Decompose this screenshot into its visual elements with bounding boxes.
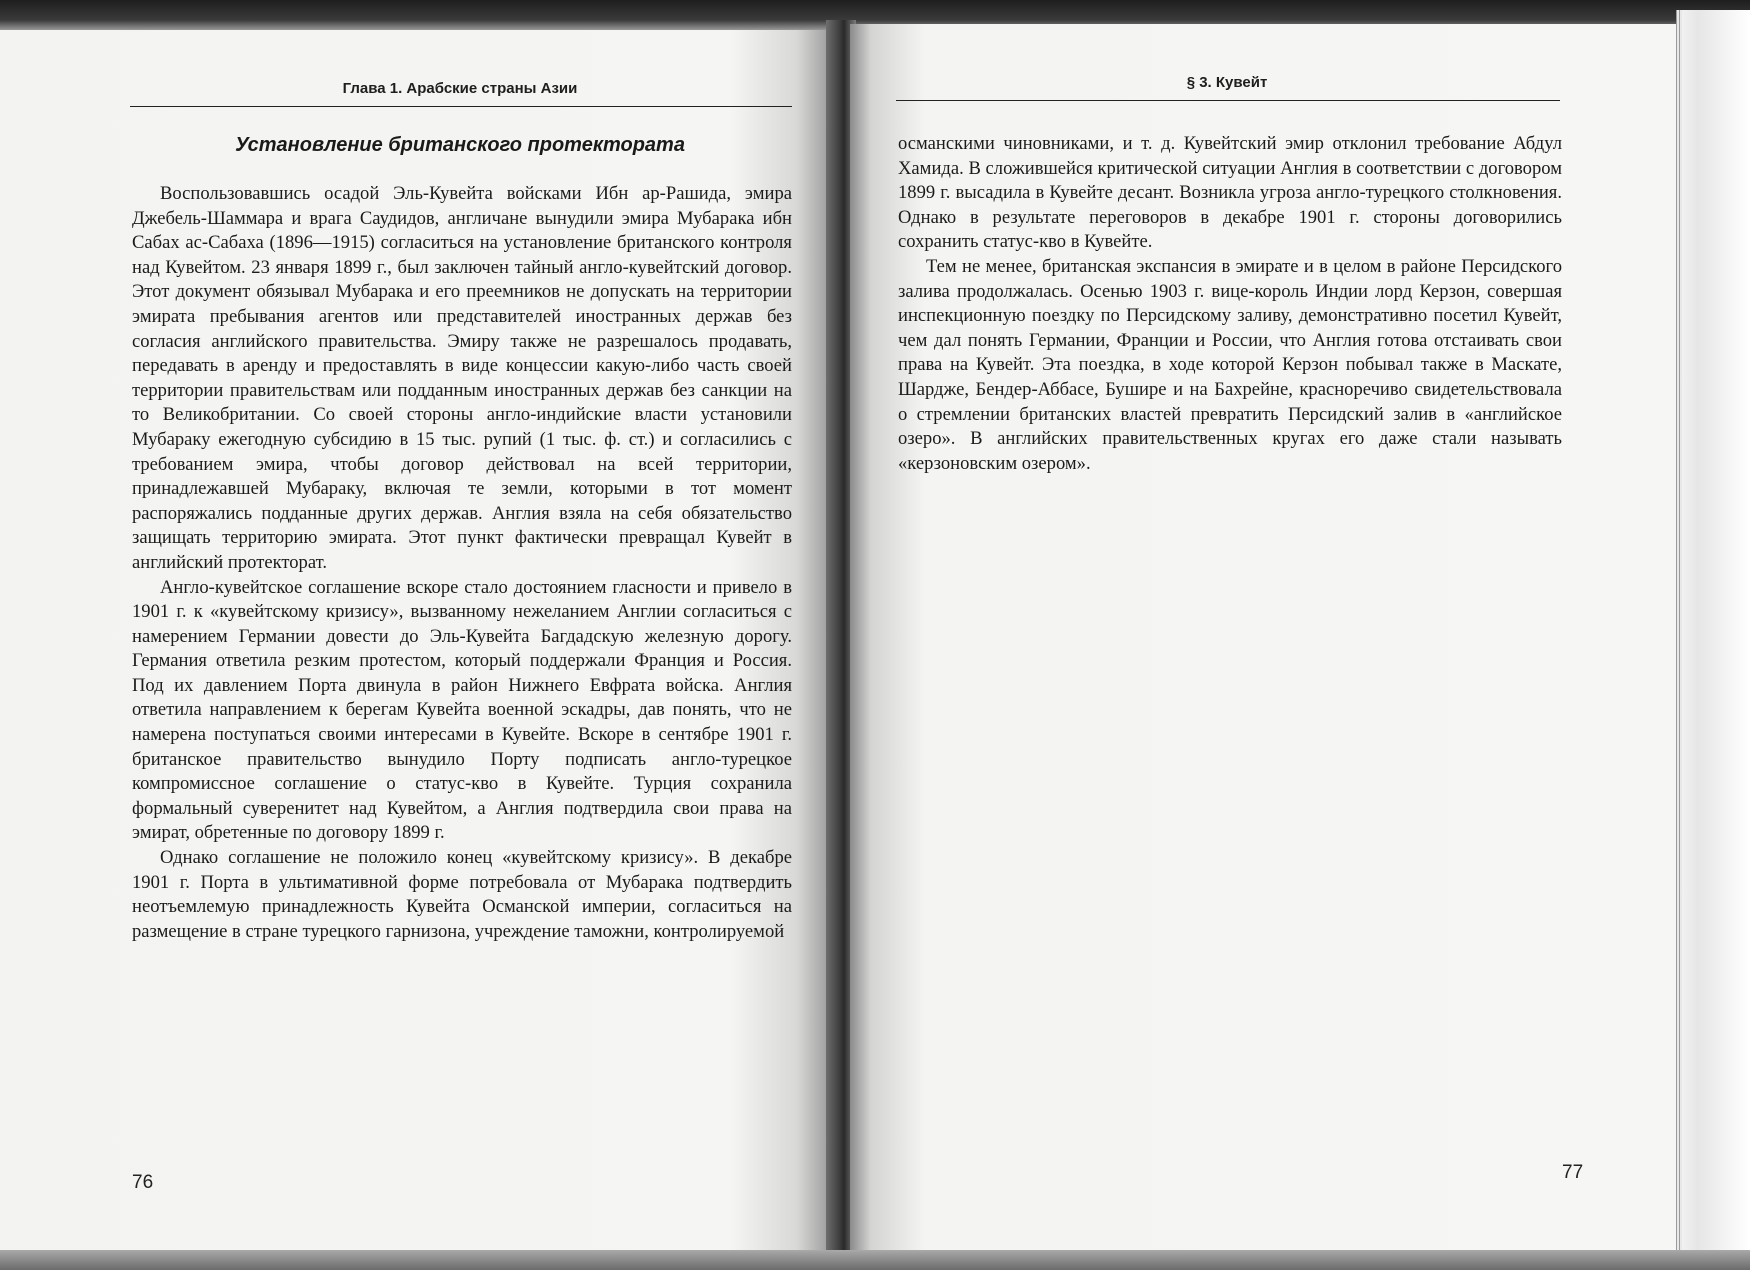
left-page-number: 76: [132, 1172, 154, 1193]
left-running-head: Глава 1. Арабские страны Азии: [342, 80, 578, 97]
right-page: [850, 24, 1680, 1260]
paragraph: Воспользовавшись осадой Эль-Кувейта войсками Ибн ар-Рашида, эмира Джебель-Шаммара и врага Саудидов, англичане вынудили эмира Мубарака ибн Сабах ас-Сабаха (1896—1915) согласиться на установление британского контроля над Кувейтом. 23 января 1899 г., был заключен тайный англо-кувейтский договор. Этот документ обязывал Мубарака и его преемников не допускать на территории эмирата пребывания агентов или представителей иностранных держав без согласия английского правительства. Эмиру также не разрешалось продавать, передавать в аренду и предоставлять в виде концессии какую-либо часть своей территории правительствам или подданным иностранных держав без санкции на то Великобритании. Со своей стороны англо-индийские власти установили Мубараку ежегодную субсидию в 15 тыс. рупий (1 тыс. ф. ст.) и согласились с требованием эмира, чтобы договор действовал на всей территории, принадлежавшей Мубараку, включая те земли, которыми в тот момент распоряжались подданные других держав. Англия взяла на себя обязательство защищать территорию эмирата. Этот пункт фактически превращал Кувейт в английский протекторат.: [132, 183, 792, 573]
page-stack-edge: [1676, 10, 1750, 1270]
right-page-number: 77: [1562, 1162, 1584, 1183]
paragraph: османскими чиновниками, и т. д. Кувейтский эмир отклонил требование Абдул Хамида. В сложившейся критической ситуации Англия в соответствии с договором 1899 г. высадила в Кувейте десант. Возникла угроза англо-турецкого столкновения. Однако в результате переговоров в декабре 1901 г. стороны договорились сохранить статус-кво в Кувейте.: [898, 133, 1562, 253]
right-body-text: [898, 132, 1562, 476]
right-running-head: § 3. Кувейт: [1186, 74, 1268, 91]
left-head-rule: [130, 106, 792, 107]
bottom-shadow: [0, 1250, 1750, 1270]
left-body-text: [132, 182, 792, 944]
paragraph: Англо-кувейтское соглашение вскоре стало достоянием гласности и привело в 1901 г. к «кувейтскому кризису», вызванному нежеланием Англии согласиться с намерением Германии довести до Эль-Кувейта Багдадскую железную дорогу. Германия ответила резким протестом, который поддержали Франция и Россия. Под их давлением Порта двинула в район Нижнего Евфрата войска. Англия ответила направлением к берегам Кувейта военной эскадры, дав понять, что не намерена поступаться своими интересами в Кувейте. Вскоре в сентябре 1901 г. британское правительство вынудило Порту подписать англо-турецкое компромиссное соглашение о статус-кво в Кувейте. Турция сохранила формальный суверенитет над Кувейтом, а Англия подтвердила свои права на эмират, обретенные по договору 1899 г.: [132, 576, 792, 844]
paragraph: Однако соглашение не положило конец «кувейтскому кризису». В декабре 1901 г. Порта в ультимативной форме потребовала от Мубарака подтвердить неотъемлемую принадлежность Кувейта Османской империи, согласиться на размещение в стране турецкого гарнизона, учреждение таможни, контролируемой: [132, 847, 792, 942]
paragraph: Тем не менее, британская экспансия в эмирате и в целом в районе Персидского залива продолжалась. Осенью 1903 г. вице-король Индии лорд Керзон, совершая инспекционную поездку по Персидскому заливу, демонстративно посетил Кувейт, чем дал понять Германии, Франции и России, что Англия готова отстаивать свои права на Кувейт. Эта поездка, в ходе которой Керзон побывал также в Маскате, Шардже, Бендер-Аббасе, Бушире и на Бахрейне, красноречиво свидетельствовала о стремлении британских властей превратить Персидский залив в «английское озеро». В английских правительственных кругах его даже стали называть «керзоновским озером».: [898, 255, 1562, 474]
right-head-rule: [896, 100, 1560, 101]
section-heading: Установление британского протектората: [235, 134, 685, 156]
left-page: [0, 30, 830, 1262]
